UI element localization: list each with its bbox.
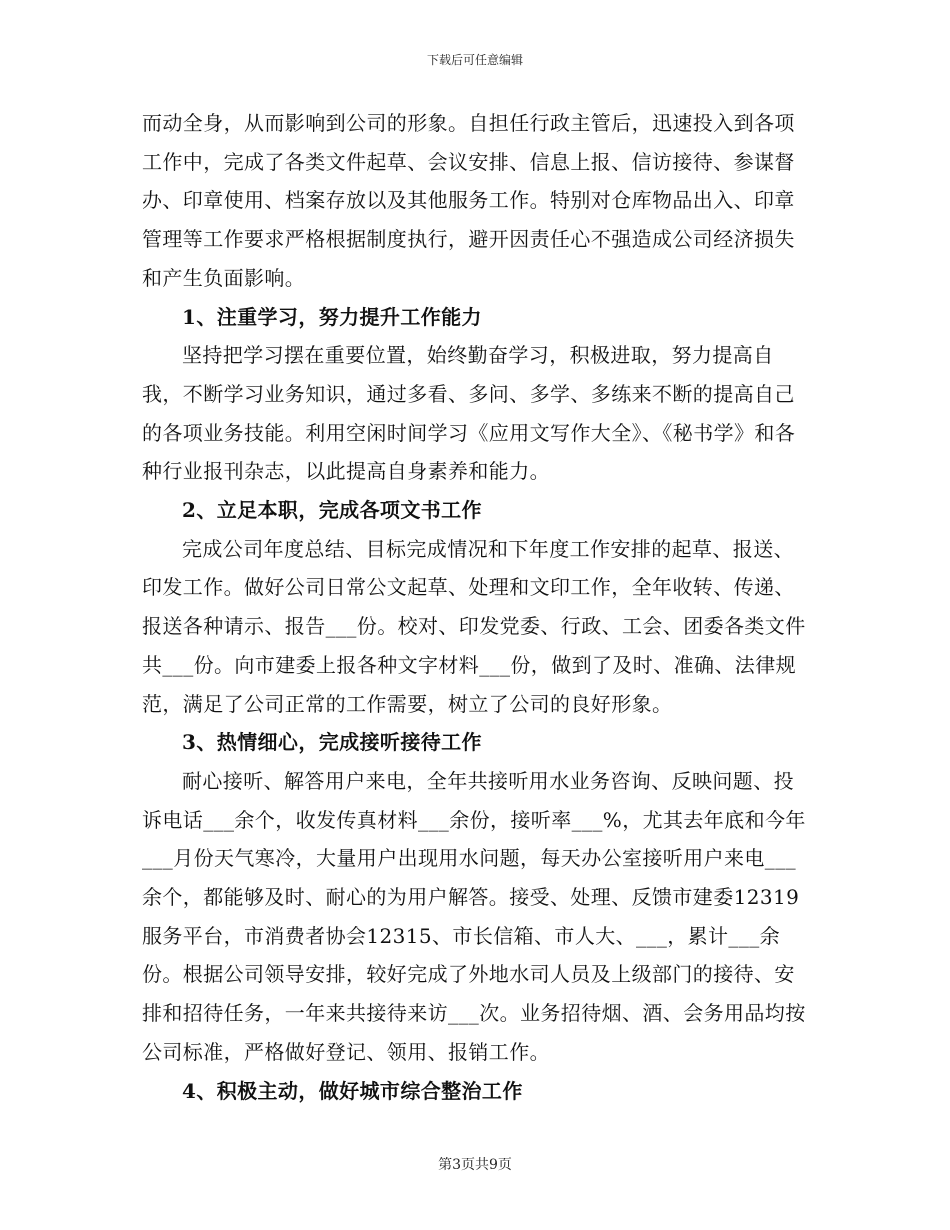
- section-heading: 1、注重学习，努力提升工作能力: [182, 304, 482, 329]
- body-paragraph: 而动全身，从而影响到公司的形象。自担任行政主管后，迅速投入到各项工作中，完成了各类文件起草、会议安排、信息上报、信访接待、参谋督办、印章使用、档案存放以及其他服务工作。特别对仓库物品出入、印章管理等工作要求严格根据制度执行，避开因责任心不强造成公司经济损失和产生负面影响。: [142, 111, 795, 290]
- section-heading: 4、积极主动，做好城市综合整治工作: [182, 1078, 523, 1103]
- body-paragraph: 坚持把学习摆在重要位置，始终勤奋学习，积极进取，努力提高自我，不断学习业务知识，通过多看、多问、多学、多练来不断的提高自己的各项业务技能。利用空闲时间学习《应用文写作大全》、《秘书学》和各种行业报刊杂志，以此提高自身素养和能力。: [142, 343, 796, 484]
- body-paragraph: 耐心接听、解答用户来电，全年共接听用水业务咨询、反映问题、投诉电话___余个，收发传真材料___余份，接听率___%，尤其去年底和今年___月份天气寒冷，大量用户出现用水问题，每天办公室接听用户来电___余个，都能够及时、耐心的为用户解答。接受、处理、反馈市建委12319服务平台，市消费者协会12315、市长信箱、市人大、___，累计___余份。根据公司领导安排，较好完成了外地水司人员及上级部门的接待、安排和招待任务，一年来共接待来访___次。业务招待烟、酒、会务用品均按公司标准，严格做好登记、领用、报销工作。: [142, 768, 806, 1064]
- document-body: [142, 104, 810, 1110]
- page-header: 下载后可任意编辑: [426, 53, 523, 67]
- section-heading: 2、立足本职，完成各项文书工作: [182, 498, 482, 523]
- page-number: 第3页共9页: [438, 1157, 512, 1173]
- body-paragraph: 完成公司年度总结、目标完成情况和下年度工作安排的起草、报送、印发工作。做好公司日常公文起草、处理和文印工作，全年收转、传递、报送各种请示、报告___份。校对、印发党委、行政、工会、团委各类文件共___份。向市建委上报各种文字材料___份，做到了及时、准确、法律规范，满足了公司正常的工作需要，树立了公司的良好形象。: [142, 536, 806, 716]
- section-heading: 3、热情细心，完成接听接待工作: [182, 730, 482, 755]
